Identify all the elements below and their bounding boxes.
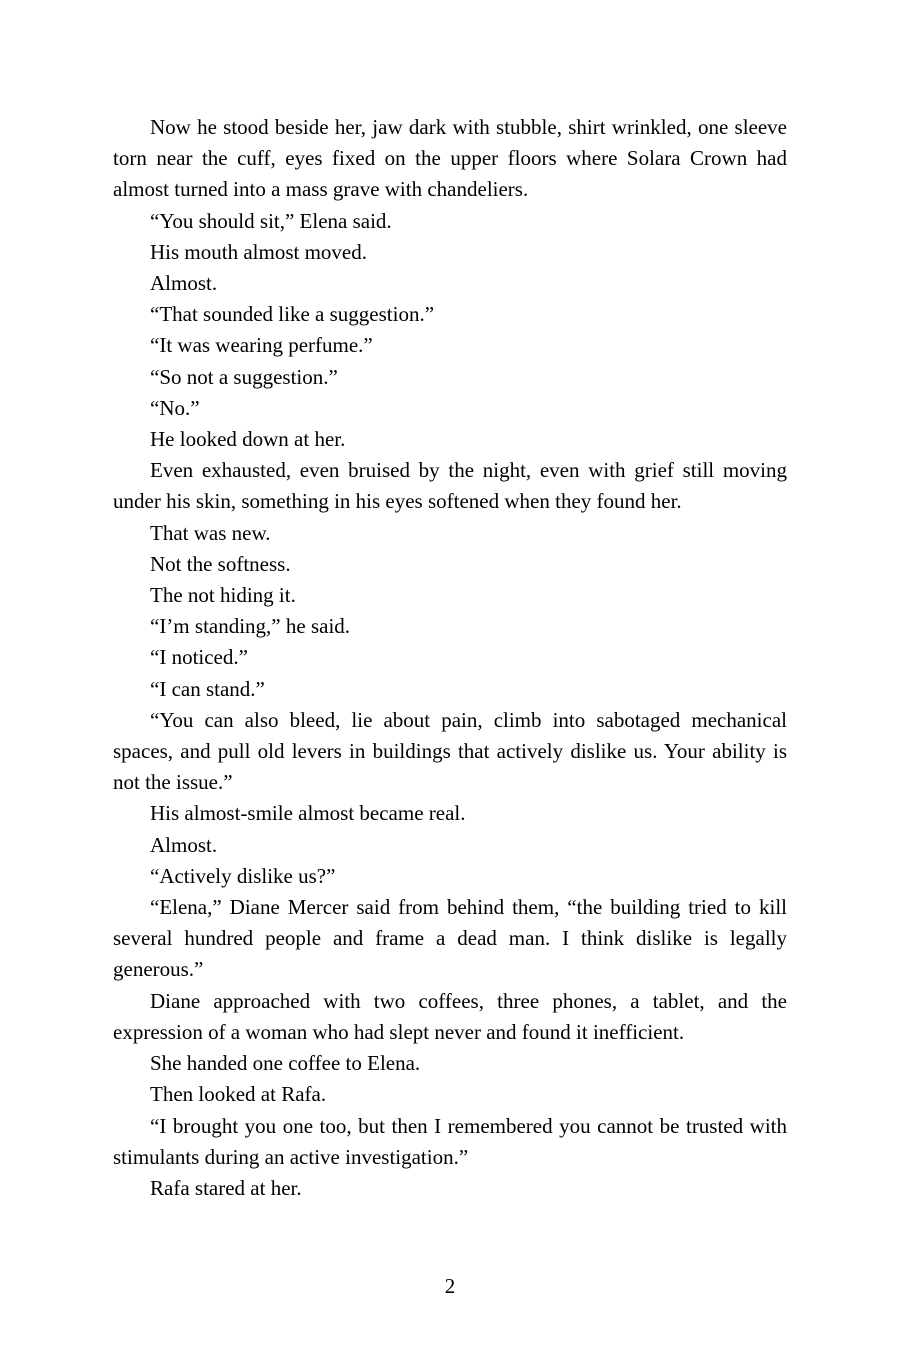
paragraph: Rafa stared at her. — [150, 1175, 302, 1200]
paragraph: “No.” — [150, 395, 200, 420]
paragraph: “You can also bleed, lie about pain, climb into sabotaged mechanical spaces, and pull old levers in buildings that actively dislike us. Your ability is not the issue.” — [113, 707, 787, 795]
paragraph: “Actively dislike us?” — [150, 863, 336, 888]
paragraph: He looked down at her. — [150, 427, 346, 452]
paragraph: His mouth almost moved. — [150, 239, 367, 264]
paragraph: That was new. — [150, 520, 271, 545]
paragraph: His almost-smile almost became real. — [150, 801, 466, 826]
paragraph: “I’m standing,” he said. — [150, 614, 351, 639]
paragraph: “It was wearing perfume.” — [150, 333, 373, 358]
paragraph: Then looked at Rafa. — [150, 1082, 327, 1107]
paragraph: Diane approached with two coffees, three phones, a tablet, and the expression of a woman who had slept never and found it inefficient. — [113, 988, 787, 1044]
page-number: 2 — [444, 1274, 456, 1298]
paragraph: “So not a suggestion.” — [150, 364, 338, 389]
paragraph: “You should sit,” Elena said. — [150, 208, 392, 233]
paragraph: Not the softness. — [150, 551, 291, 576]
paragraph: She handed one coffee to Elena. — [150, 1051, 421, 1076]
paragraph: “I noticed.” — [150, 645, 248, 670]
paragraph: Almost. — [150, 832, 218, 857]
paragraph: “I brought you one too, but then I remembered you cannot be trusted with stimulants during an active investigation.” — [113, 1113, 787, 1169]
paragraph: “That sounded like a suggestion.” — [150, 302, 435, 327]
paragraph: Even exhausted, even bruised by the night, even with grief still moving under his skin, something in his eyes softened when they found her. — [113, 458, 787, 514]
paragraph: Almost. — [150, 271, 218, 296]
paragraph: The not hiding it. — [150, 583, 296, 608]
paragraph: Now he stood beside her, jaw dark with stubble, shirt wrinkled, one sleeve torn near the cuff, eyes fixed on the upper floors where Solara Crown had almost turned into a mass grave with chandeliers. — [113, 115, 787, 202]
paragraph: “I can stand.” — [150, 676, 265, 701]
paragraph: “Elena,” Diane Mercer said from behind them, “the building tried to kill several hundred people and frame a dead man. I think dislike is legally generous.” — [113, 895, 787, 982]
page-body — [113, 112, 787, 1204]
